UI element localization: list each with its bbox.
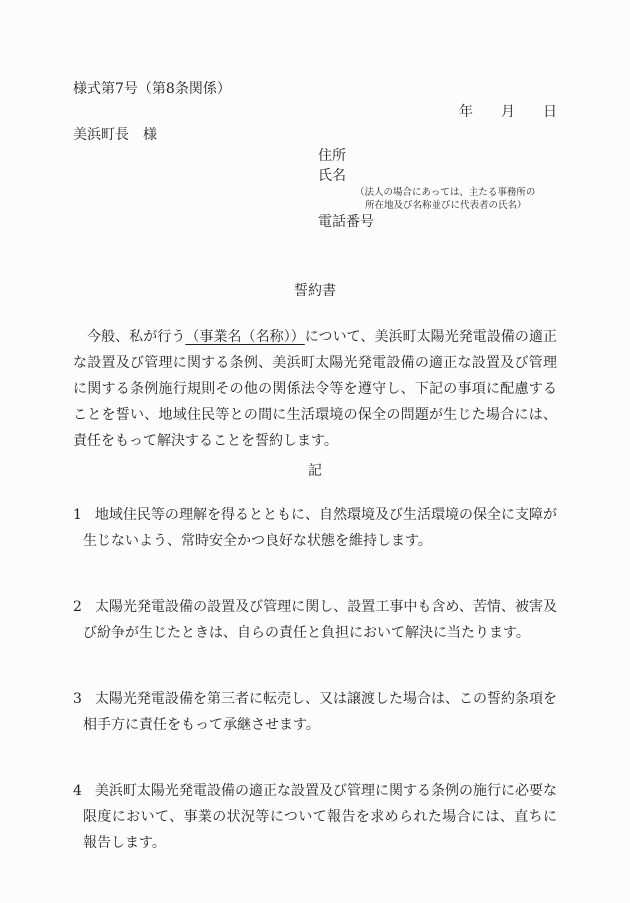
pledge-paragraph	[73, 324, 557, 454]
item-number: 4	[73, 783, 82, 799]
item-text: 美浜町太陽光発電設備の適正な設置及び管理に関する条例の施行に必要な限度において、事業の状況等について報告を求められた場合には、直ちに報告します。	[83, 783, 557, 851]
document-title: 誓約書	[294, 283, 336, 299]
item-number: 3	[73, 691, 82, 707]
pledge-item-3	[73, 686, 557, 738]
paragraph-lead: 今般、私が行う	[73, 329, 186, 345]
applicant-fields	[318, 146, 557, 232]
item-text: 太陽光発電設備を第三者に転売し、又は譲渡した場合は、この誓約条項を相手方に責任をもって承継させます。	[83, 691, 557, 733]
record-marker: 記	[308, 463, 322, 479]
item-text: 地域住民等の理解を得るとともに、自然環境及び生活環境の保全に支障が生じないよう、常時安全かつ良好な状態を維持します。	[83, 507, 557, 549]
corporate-note-line1: （法人の場合にあっては、主たる事務所の	[355, 187, 536, 198]
date-line: 年 月 日	[459, 104, 557, 120]
form-number: 様式第7号（第8条関係）	[73, 81, 231, 97]
name-field-label: 氏名	[318, 168, 346, 184]
item-text: 太陽光発電設備の設置及び管理に関し、設置工事中も含め、苦情、被害及び紛争が生じたときは、自らの責任と負担において解決に当たります。	[83, 599, 557, 641]
pledge-item-1	[73, 502, 557, 554]
item-number: 1	[73, 507, 82, 523]
addressee: 美浜町長 様	[73, 127, 157, 143]
corporate-note	[355, 186, 557, 212]
address-field-label: 住所	[318, 148, 346, 164]
item-number: 2	[73, 599, 82, 615]
pledge-item-2	[73, 594, 557, 646]
pledge-items	[73, 502, 557, 856]
business-name-placeholder: （事業名（名称））	[185, 329, 305, 345]
pledge-item-4	[73, 778, 557, 856]
phone-field-label: 電話番号	[318, 214, 374, 230]
corporate-note-line2: 所在地及び名称並びに代表者の氏名）	[365, 200, 527, 211]
paragraph-rest: について、美浜町太陽光発電設備の適正な設置及び管理に関する条例、美浜町太陽光発電設備の適正な設置及び管理に関する条例施行規則その他の関係法令等を遵守し、下記の事項に配慮することを誓い、地域住民等との間に生活環境の保全の問題が生じた場合には、責任をもって解決することを誓約します。	[73, 329, 558, 449]
